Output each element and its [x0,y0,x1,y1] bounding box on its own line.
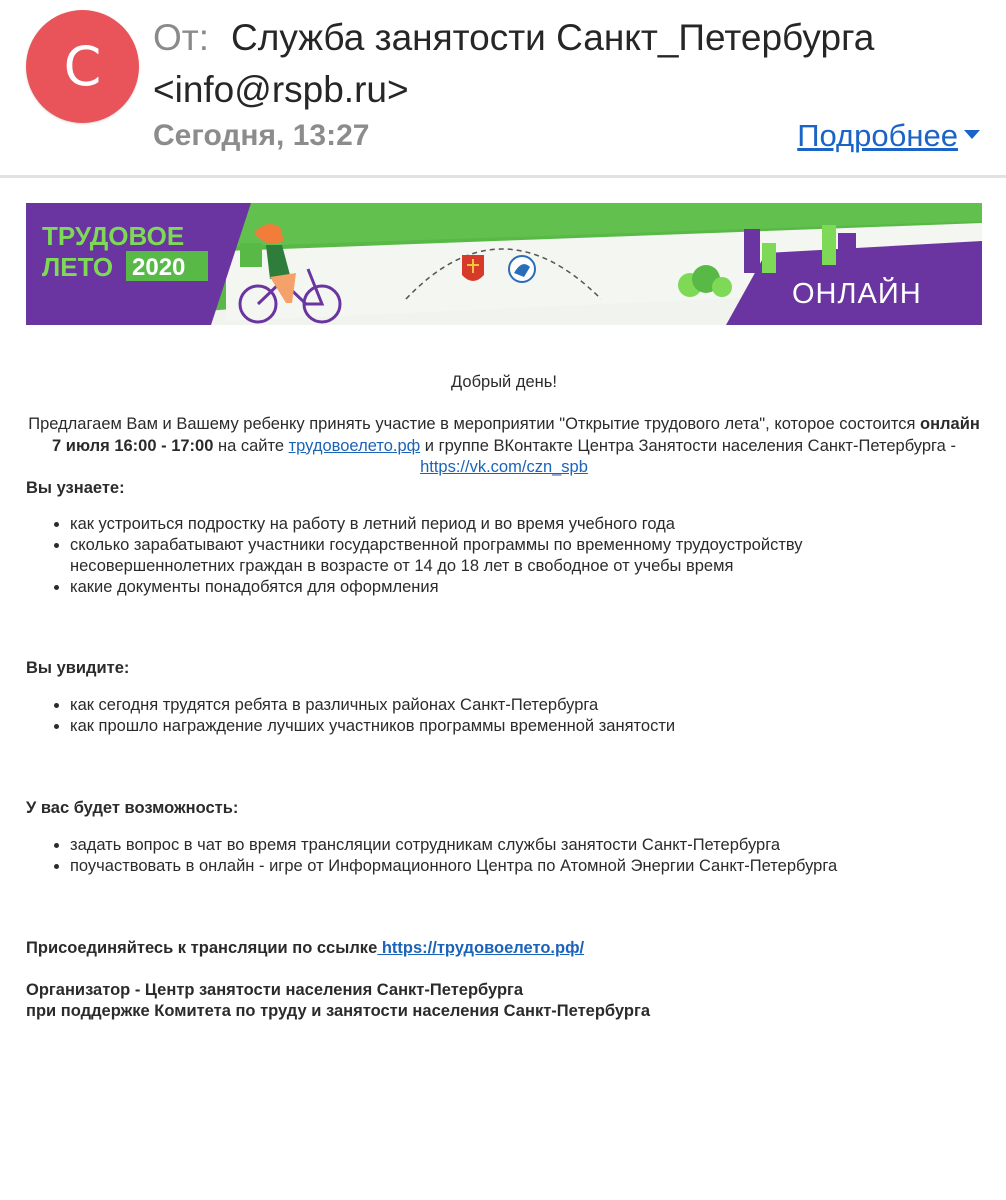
list-item: • как сегодня трудятся ребята в различных районах Санкт-Петербурга [70,695,970,716]
intro-text-2: на сайте [213,436,289,455]
sender-line [153,12,983,116]
section-opportunity-title: У вас будет возможность: [26,799,239,817]
organizer-line: Организатор - Центр занятости населения Санкт-Петербурга [26,981,524,999]
sender-name[interactable]: Служба занятости Санкт_Петербурга [231,17,875,58]
join-line [26,938,584,958]
site-link[interactable]: трудовоелето.рф [288,436,421,455]
intro-event-time: онлайн 7 июля 16:00 - 17:00 [52,415,980,455]
list-item: • поучаствовать в онлайн - игре от Информационного Центра по Атомной Энергии Санкт-Петербурга [70,856,970,877]
banner-title-line1: ТРУДОВОЕ [42,221,185,251]
broadcast-link[interactable]: https://трудовоелето.рф/ [377,939,585,957]
chevron-down-icon [964,130,980,139]
list-item: • как устроиться подростку на работу в летний период и во время учебного года [70,514,970,535]
banner-year: 2020 [132,254,186,281]
list-item: • как прошло награждение лучших участников программы временной занятости [70,716,970,737]
from-label: От: [153,17,210,58]
section-see-title: Вы увидите: [26,659,130,677]
intro-paragraph [26,414,982,479]
event-banner [26,203,982,325]
list-item: • какие документы понадобятся для оформления [70,577,970,598]
spb-coat-of-arms-icon [462,255,484,281]
organizer-block [26,980,650,1022]
intro-text-1: Предлагаем Вам и Вашему ребенку принять участие в мероприятии "Открытие трудового лета", которое состоится [28,415,920,433]
cyclist-backpack [240,243,262,267]
avatar-letter: C [63,35,102,98]
details-label: Подробнее [797,118,958,153]
section-learn-list [26,514,970,598]
banner-online-label: ОНЛАЙН [792,278,922,310]
section-see-list [26,695,970,737]
banner-title-line2: ЛЕТО [42,252,114,282]
message-date: Сегодня, 13:27 [153,119,370,152]
join-text: Присоединяйтесь к трансляции по ссылке [26,939,378,957]
section-opportunity-list [26,835,970,877]
list-item: • сколько зарабатывают участники государственной программы по временному трудоустройству несовершеннолетних граждан в возрасте от 14 до 18 лет в свободное от учебы время [70,535,970,577]
sender-avatar[interactable] [26,10,139,123]
vk-link[interactable]: https://vk.com/czn_spb [420,458,588,476]
support-line: при поддержке Комитета по труду и занятости населения Санкт-Петербурга [26,1002,650,1020]
sender-email[interactable]: <info@rspb.ru> [153,69,409,110]
employment-service-logo-icon [509,256,535,282]
intro-text-3: и группе ВКонтакте Центра Занятости населения Санкт-Петербурга - [420,436,956,455]
header-divider [0,175,1006,178]
greeting: Добрый день! [451,373,557,391]
details-link[interactable] [797,114,980,158]
section-learn-title: Вы узнаете: [26,479,125,497]
list-item: • задать вопрос в чат во время трансляции сотрудникам службы занятости Санкт-Петербурга [70,835,970,856]
